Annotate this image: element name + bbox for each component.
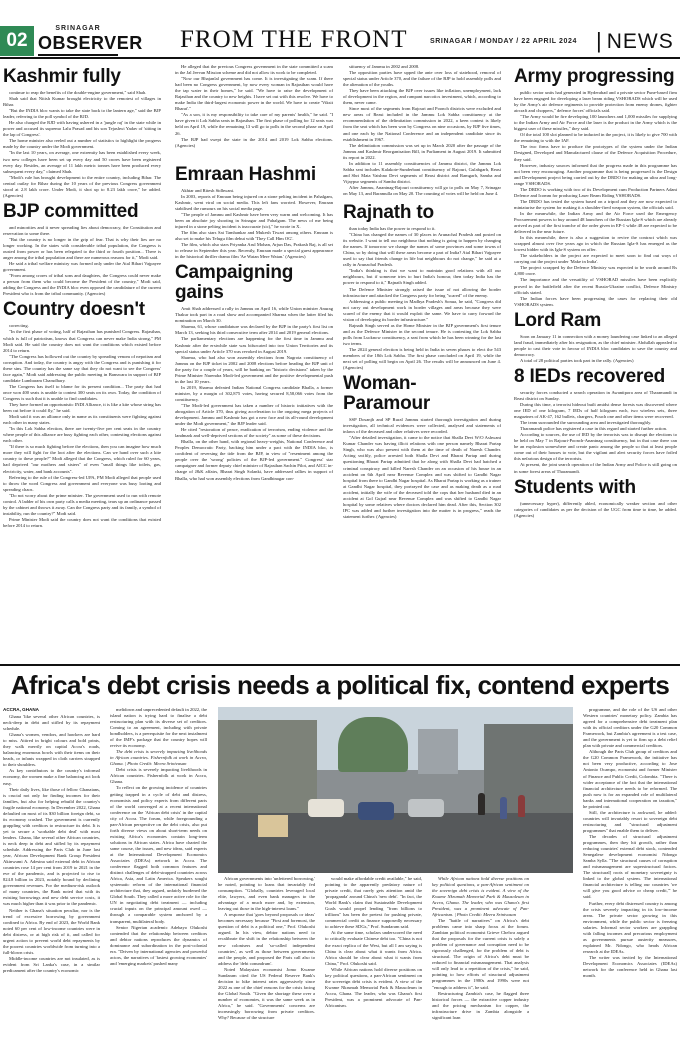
paragraph: The opposition parties have upped the ante over loss of statehood, removal of special status under Article 370, and the failure of the BJP to hold assembly polls and the alienation of the youths. — [343, 70, 501, 88]
paragraph: Bhalla, on the other hand, with regional heavy-weights, National Conference and Peoples Democratic Party, backing him under a pact with the INDIA bloc, is confident of reversing the tide from the BJP, in view of "resentment among the people over the 'wrong' policies of the BJP-led government." Congress' star campaigner and former deputy chief minister of Rajasthan Sachin Pilot, and AICC in-charge of J&K affairs, Bharat Singh Solanki, have addressed rallies in support of Bhalla, who had won assembly elections from Gandhinagar con- — [175, 439, 333, 481]
article-rajnath-body — [343, 226, 501, 371]
column-4 — [514, 64, 677, 660]
paragraph: After Jammu, Anantnag-Rajouri constituency will go to polls on May 7, Srinagar on May 13, and Baramulla on May 20. The counting of votes will be held on June 4. — [343, 184, 501, 196]
paragraph: Neither is Ghana's situation peculiar, nor is the trend of excessive borrowing by government confined to Africa. By end of 2023, the World Bank noted 60 per cent of low-income countries were in debt distress, or at high risk of it, and called for urgent action to prevent world debt repayments by the poorest countries worldwide from turning into a full-blown crisis. — [3, 907, 100, 955]
paragraph: However, industry sources informed that the progress made in this programme has not been very encouraging. Another programme that is being progressed is the Design and Development project being carried out by the DRDO for making an ultra and long-range VSHORADS. — [514, 162, 677, 186]
photo-tree — [338, 717, 408, 772]
paragraph: The two firms have to produce the prototypes of the system under the Indian Designed, Developed and Manufactured clause of the Defence Acquisition Procedure, they said. — [514, 144, 677, 162]
photo-pedestrian — [518, 795, 525, 817]
paragraph: The parliamentary elections are happening for the first time in Jammu and Kashmir after the erstwhile state was bifurcated into two Union Territories and its special status under Article 370 was revoked in August 2019. — [175, 336, 333, 354]
paragraph: African governments into 'unfettered borrowing,' he noted, pointing to loans that invariably fed consumption. "Globally, countries leveraged local elite, lawyers, and even bank managers to the advantage of a much more and, by extension, leaving out those in the high-interest loans." — [218, 876, 315, 912]
paragraph: The delimitation commission was set up in March 2020 after the passage of the Jammu and Kashmir Reorganisation Bill, in Parliament in August 2019. It submitted its report in 2022. — [343, 142, 501, 160]
headline-woman-paramour: Woman-Paramour — [343, 373, 431, 415]
paragraph: He also charged the RJD with having ushered in a 'jungle raj' in the state while in power and accused its supremo Lalu Prasad and his son Tejashwi Yadav of 'sitting in the lap of Congress'. — [3, 120, 161, 138]
photo-vehicle — [408, 799, 444, 817]
section-label-news — [596, 28, 674, 54]
paragraph: According to sources, the use of IED by the terrorists was to disrupt the elections to be held on May 7 in Rajouri-Poonch-Anantnag constituency, but in that case there can be an explosion somewhere and create panic among the people so that at least people come out of their houses to vote, but the vigilant and alert security forces have foiled this nefarious design of the terrorists. — [514, 432, 677, 462]
paragraph: "From among crores of tribal sons and daughters, the Congress could never make a person from them who could become the President of the country," Modi said, adding the Congress and the INDIA bloc even opposed the candidature of the current President who is from the tribal community. (Agencies) — [3, 273, 161, 297]
paragraph: Middle-income countries are not insulated, as is evident from Sri Lanka's case, in a similar predicament after the country's economic — [3, 955, 100, 973]
paragraph: Modi said it was an alliance only in name as its constituents were fighting against each other in many states. — [3, 414, 161, 426]
article-woman-body — [343, 417, 501, 520]
lead-column-6 — [583, 707, 677, 1041]
paragraph: security forces conducted a search operation in Awantipora area of Tharamandi in Reasi district on Sunday. — [514, 389, 677, 401]
paragraph: Although the Paris Club group of creditors and the G20 Common Framework, the initiative has not been very productive, according to Jose Antonio Ocampo, economist and former Minister of Finance and Public Credit, Colombia. "There is wider acceptance of the fact that the international financial architecture needs to be reformed. The push now is for an expanded role of multilateral banks and international cooperation on taxation," he pointed out. — [583, 749, 677, 809]
paragraph: "In this Lok Sabha election, there are twenty-five per cent seats in the country where people of this alliance are busy fighting each other, contesting elections against each other. — [3, 426, 161, 444]
paragraph: (unnecessary hyper), differently abled, economically weaker section and other categories of candidates as per the decision of the UGC from time to time, he added. (Agencies) — [514, 500, 677, 518]
newspaper-logo — [38, 24, 143, 58]
paragraph: "If there is so much fighting before the elections, then you can imagine how much more they will fight for the loot after the elections. Can we hand over such a kite country to these people?" Modi alleged that the Congress, which ruled for 60 years, had deprived "our mothers and sisters" of even "small things like toilets, gas, electricity, water, and bank accounts". — [3, 444, 161, 474]
paragraph: Still, the architecture is awkward, he added: countries will invariably resort to sovereign debt restructuring and "structural adjustment programmes" that enable them to deliver. — [583, 809, 677, 833]
paragraph: programme, and the role of the US and other Western countries' monetary policy. Zambia has agreed for a comprehensive debt treatment plan with its official creditors under the G20 Common Framework, but Zambia's agreement is a test case, and the government is yet to firm up a debt relief plan with private and commercial creditors. — [583, 707, 677, 749]
headline-bjp: BJP committed — [3, 200, 139, 222]
paragraph: He cited "restoration of peace, eradication of terrorism, ending violence and the landmark and well-deprived sections of the society" as some of these decisions. — [175, 427, 333, 439]
paragraph: SSP Dosanjh and SP Rural Jammu started thorough investigation and during investigation, all technical evidences were collected, analysed and statements of inlaws of the deceased and other relatives were recorded. — [343, 417, 501, 435]
paragraph: Of the total 100 slot planned to be inducted in the project, it is likely to give 700 with the remaining to with the IAF. — [514, 132, 677, 144]
page-number: 02 — [0, 26, 34, 56]
paragraph: The film, which also stars Priyanka Arul Mohan, Arjun Das, Prakash Raj, is all set to release in September this year. Recently, Emraan made a special guest appearance in the historical thriller drama film 'Ae Watan Mere Watan.' (Agencies) — [175, 242, 333, 260]
article-continued-body — [175, 64, 333, 149]
photo-pedestrian — [500, 797, 507, 819]
photo-vehicle — [358, 802, 394, 820]
paragraph: Soon on January 11 in connection with a money laundering case linked to an alleged land fraud, immediately after his resignation, as the chief minister. Abdullah appealed to people to cast their vote in favour of INDIA bloc candidates to save the country and democracy. — [514, 333, 677, 357]
paragraph: "The Modi-led government has taken a number of historic initiatives with the abrogation of Article 370, thus giving acceleration to the ongoing mega projects of development. Jammu and Kashmir has got a new face and its all-round development under the Modi government," the BJP leader said. — [175, 402, 333, 427]
paragraph: Tharamandi police has registered a case in this regard and started further action. — [520, 426, 668, 432]
paragraph: A response that 'goes beyond proposals or ideas' becomes necessary because "First and foremost, the question of debt is a political one," Prof. Olukoshi argued. In his view, debtor nations need to recalibrate the shift in the relationship between the new colonisers and 'so-called independent countries', as well as those between governments and the people, and proposed the Paris call also to address the 'debt conundrum'. — [218, 912, 315, 966]
paragraph: would make affordable credit available," he said, pointing to the apparently predatory nature of private credit, that rarely gets attention amid the 'propaganda' around China's 'new debt'. "In fact, the World Bank's claim that Sustainable Development Goals would propel lending "from billions to trillions" has been the pretext for pushing private, commercial credit as finance supposedly necessary to achieve these SDGs," Prof. Sundaram said. — [325, 876, 422, 930]
lead-column-4-text — [325, 876, 422, 1009]
column-2 — [175, 64, 333, 660]
paragraph: "After detailed investigation, it came to the notice that Shalla Devi W/O Ashwani Kumar Chander was having illicit relations with one person namely Bharat Partap Singh, who was also present with them at the time of death of Naresh Chander. Acting swiftly, police arrested both Shalla Devi and Bharat Partap and during questioning Bharat Partap admitted that he along with Shalla Devi had hatched a criminal conspiracy and killed Naresh Chander on an occasion of his house in an accident on 6th April near Revenue Complex and was shifted to Gandhi Nagar hospital from there to Gandhi Nagar hospital. As Bharat Partap is working as a trainer at Gandhi Nagar hospital, they portrayed the case and as making death as a road accident, initially the wife of the deceased told the cops that her husband died in an accident at Gol Gujral near Revenue Complex and was shifted to Gandhi Nagar hospital by some relatives where doctors declared him dead. After this, Section 302 IPC was added and further investigation into the matter is in progress," reads the statement further. (Agencies) — [343, 435, 501, 519]
paragraph: Amit Shah addressed a rally in Jammu on April 16, while Union minister Anurag Thakur took part in a road show and accompanied Sharma when the latter filed his nomination on March 30. — [175, 306, 333, 324]
paragraph: Since most of the segments from Rajouri and Poonch districts were excluded and new areas of Reasi included in the Jammu Lok Sabha constituency at the recommendation of the delimitation commission in 2022, a keen contest is likely from the seat which has been won by Congress on nine occasions, by BJP five times, and one each by the National Conference and an independent candidate since its establishment in 1967. — [343, 106, 501, 142]
photo-caption: The debt crisis is severely impacting livelihoods in African countries. Fishernfolk at work in Accra, Ghana. | Photo Credit: Meera Srinivasan — [110, 749, 207, 767]
photo-building-right — [484, 724, 573, 820]
headline-emraan: Emraan Hashmi — [175, 163, 317, 185]
headline-campaigning: Campaigning gains — [175, 262, 294, 304]
paragraph: While African nations hold diverse positions on key political questions, a pan-African sentiment on the sovereign debt crisis is evident. A view of the Kwame Nkrumah Memorial Park & Mausoleum in Accra, Ghana. The leader, who was Ghana's first President, was a prominent advocate of Pan-Africanism. — [325, 966, 422, 1008]
paragraph: Rajnath Singh served as the Home Minister in the BJP government's first tenure and as the Defence Minister in the second tenure. He is contesting the Lok Sabha polls from Lucknow constituency, a seat from which he has been winning for the last two terms. — [343, 322, 501, 346]
paragraph: The "battle of narratives" on Africa's debt problems came into sharp focus at the forum. Zambian political economist Grieve Chelwa argued that the proposals for the current crisis is solely a problem of governance and corruption need to be rigorously challenged, for the problem of debt is structural. The origin of Africa's debt must be reduced to financial mismanagement. That analysis will only lead to a repetition of the crisis," he said, pointing to how efforts of structural adjustment programmes in the 1980s and 1990s were not "enough to address it", he said. — [432, 918, 529, 990]
photo-building-left — [218, 720, 317, 820]
paragraph: The Congress has itself to blame for its present condition... The party that had once won 400 seats is unable to contest 300 seats on its own. Today, the condition of Congress is such that it is unable to find candidates. — [3, 383, 161, 401]
headline-kashmir: Kashmir fully — [3, 66, 121, 87]
lead-dateline: ACCRA, GHANA — [3, 707, 39, 712]
paragraph: Akhtar and Ritesh Sidhwani. — [181, 187, 235, 193]
article-ieds-body — [514, 390, 677, 475]
lead-photo-street-scene — [218, 707, 573, 873]
article-emraan-body — [175, 188, 333, 261]
paragraph: Debt crisis is severely impacting livelihoods in African countries. Fishernfolk at work in Accra, Ghana. — [110, 767, 207, 785]
paragraph: The writer was invited by the International Development Economics Associates (IDEAs) network for the conference held in Ghana last month. — [583, 954, 677, 979]
article-kashmir-body — [3, 90, 161, 199]
article-jammu-body — [343, 64, 501, 197]
paragraph: Shah said that Nitish Kumar brought electricity to the remotest of villages in Bihar. — [3, 96, 161, 108]
photo-caption: While African nations hold diverse positions on key political questions, a pan-African sentiment on the sovereign debt crisis is evident. A view of the Kwame Nkrumah Memorial Park & Mausoleum in Accra, Ghana. The leader, who was Ghana's first President, was a prominent advocate of Pan-Africanism. | Photo Credit: Meera Srinivasan — [432, 876, 529, 917]
paragraph: "In the last 10 years, on average, one extremity has been established every week, two new colleges have been set up every day and 50 crores have been registered every day. Besides, an average of 11 lakh metric tonnes have been produced every subsequent every day," claimed Shah. — [3, 150, 161, 174]
lead-column-1 — [3, 707, 100, 1041]
paragraph: Their daily lives, like those of fellow Ghanaians, is crucial not only for finding incomes for their families, but also for helping rebuild the country's fragile national economy. In December 2022, Ghana defaulted on most of its $30 billion foreign debt, so its economy crashed. The government is currently grappling with creditors to restructure its debt. It is yet to secure a 'workable debt deal' with most lenders. Ghana, like several other African countries, is neck deep in debt and stifled by its repayment schedule. Addressing the Paris Club in June last year, African Development Bank Group President Akinwumi A. Adesina said external debt in African countries rose 14 per cent from 2019 to 2021 in the eve of the pandemic, and is projected to rise to 824.8 billion in 2023, notably bound by declining government revenues. For the medium-risk outlook of many countries, the Bank noted that with its existing borrowings and new debt service costs, it was much higher than it was prior to the pandemic. — [3, 786, 100, 907]
section-title: FROM THE FRONT — [180, 26, 408, 53]
paragraph: A total of 28 political parties took part in the rally. (Agencies) — [520, 357, 634, 363]
lead-column-3-text — [218, 876, 315, 1021]
paragraph: "In the first phase of voting, half of Rajasthan has punished Congress. Rajasthan, which is full of patriotism, knows that Congress can never make India strong," PM Modi said. He said the country does not want the conditions which existed before 2014 to return. — [3, 329, 161, 353]
paragraph: continue to reap the benefits of the double-engine government," said Shah. — [9, 90, 147, 95]
paragraph: The team surrounded the surrounding area and investigated thoroughly. — [520, 420, 652, 426]
paragraph: They have been attacking the BJP over issues like inflation, unemployment, lack of development in the region, and rampant narcotics investment, which, according to them, never came. — [343, 88, 501, 106]
paragraph: In the meanwhile, the Indian Army and the Air Force used the Emergency Procurement powers to buy around 48 launchers of the Russian Igla-S which are already arrived as part of the first tranche of the order given in EP-1 while 48 are expected to be delivered in the near future. — [514, 210, 677, 235]
paragraph: "China has changed the names of 30 places in Arunachal Pradesh and posted on its website. I want to tell our neighbour that nothing is going to happen by changing the names. If tomorrow we change the names of some provinces and some towns of China, so by doing that will these areas become a part of India? Atal Bihari Vajpayee used to say that friends change in life but neighbours do not change," he said at a rally in Arunachal Pradesh. — [343, 232, 501, 268]
paragraph: Addressing a public meeting in Madhya Pradesh's Sonua, he said, "Congress did not carry out development work in border villages and areas because they were scared of the enemy that it would exploit the same. We have to carry forward the vision of developing its border infrastructure." — [343, 298, 501, 322]
lead-column-5 — [432, 876, 529, 1041]
photo-stall — [258, 815, 288, 837]
paragraph: To reflect on the growing incidence of countries getting trapped in a cycle of debt and distress, economists and policy experts from different parts of the world converged at a recent international conference on the 'African debt crisis' in the capital city of Accra. The forum, while foregrounding a pan-African perspective on the debt crisis, also put forth diverse views on about short-term needs on existing Africa's economies contain long-term solutions in African states. Africa have charted the same course, the issues, and new ideas, said experts at the International Development Economics Associates (IDEAs) network in Accra. The conference flagged both common features and distinct challenges of debt-strapped countries across Africa, Asia, and Latin America. Speakers sought systematic reform of the international financial architecture that, they argued, unfairly burdened the Global South. They called a more active role for the UN in negotiating debt treatment — including crucial inputs on the principal amount owed — through a comparable system anchored by a transparent, multilateral body. — [110, 785, 207, 924]
lead-column-3 — [218, 876, 315, 1041]
headline-rajnath: Rajnath to — [343, 202, 434, 224]
paragraph: "But the country is no longer in the grip of fear. That is why their lies are no longer working. In the states with considerable tribal population, the Congress is ousted from power or has been relegated to the third or fourth position... There is anger among the tribal population and there are numerous reasons for it," Modi said. — [3, 236, 161, 261]
paragraph: The importance and the versatility of VSHORAD missiles have been explicitly proved in the battlefield after the recent Russia-Ukraine conflict, Defence Ministry officials stated. — [514, 277, 677, 295]
paragraph: The Indian forces have been progressing the cases for replacing their old VSHORADS system. — [514, 295, 677, 307]
lead-column-4 — [325, 876, 422, 1041]
logo-underline — [38, 54, 118, 56]
article-country-body — [3, 323, 161, 529]
paragraph: Referring to the rule of the Congress-led UPA, PM Modi alleged that people used to throw the word Congress and government and everyone was busy looting and spreading chaos. — [3, 474, 161, 492]
paragraph: Sharma, 61, whose candidature was declared by the BJP in the party's first list on March 13, seeking his third consecutive term after 2014 and 2019 general elections. — [175, 324, 333, 336]
photo-pedestrian — [478, 793, 485, 815]
lead-column-2-text — [110, 707, 207, 967]
article-army-body — [514, 90, 677, 308]
photo-building-back — [418, 729, 458, 774]
paragraph: The DRDO is working with two of its Development cum Production Partners Adani Defence and Icomm for producing Laser Beam Riding VSHORADS. — [514, 186, 677, 198]
lead-story-rule — [0, 664, 680, 666]
issue-date: SRINAGAR / MONDAY / 22 APRIL 2024 — [430, 38, 578, 45]
paragraph: The project scrapped by the Defence Ministry was expected to be worth around Rs 4,800 crore. — [514, 265, 677, 277]
paragraph: and minorities and it never spreading lies about democracy, the Constitution and reservation to some there. — [3, 224, 161, 236]
headline-army: Army progressing — [514, 66, 675, 87]
masthead — [0, 0, 680, 58]
paragraph: The film also stars Sai Tamhankar and Mukesh Tiwari among others. Emraan is also set to make his Telugu film debut with 'They Call Him OG'. — [175, 229, 333, 242]
paragraph: In 2003, reports of Emraan being injured on a stone pelting incident in Pahalgam, Kashmir, went viral on social media. This left fans worried. However, Emraan stabilised the rumours on his social media page. — [175, 193, 333, 211]
lead-column-2 — [110, 707, 207, 1041]
paragraph: "India's thinking is that we want to maintain good relations with all our neighbours, but if someone tries to hurt India's honour, then today India has the power to respond to it," Rajnath Singh added. — [343, 268, 501, 286]
paragraph: Sharma, who had also won assembly elections from Nagrota constituency of Jammu on the BJP ticket in 2002 and 2008 elections before heading the BJP unit of the party for a couple of years, will be banking on "historic decisions" taken by the Prime Minister Narendra Modi-led government and the positive developmental push in the last 10 years. — [175, 354, 333, 384]
divider-bars-icon: | — [596, 28, 603, 53]
paragraph: The 2024 general election is being held in India in seven phases to elect the 543 members of the 18th Lok Sabha. The first phase concluded on April 19, while the next set of polling will begin on April 26. The results will be announced on June 4. (Agencies) — [343, 346, 501, 371]
paragraph: "The Army would be fire developing 100 launchers and 1,000 missiles for supplying to the Indian Army and Air Force and the laser is the product in the Army which is the biggest user of these missiles," they said. — [514, 114, 677, 132]
paragraph: Prime Minister Modi said the country does not want the conditions that existed before 2014 to return. — [3, 516, 161, 528]
paragraph: The decades of structural adjustment programmes, then they hit growth, rather than reducing countries' external debt stock, contended Senegalese development economist Ndongo Samba Sylla. "The structural causes of corruption and mismanagement are superstructural factors. The structural] roots of monetary sovereignty is linked to the global system. The international financial architecture is telling our countries 'we will give you good advice or cheap credit,'" he said. — [583, 833, 677, 900]
article-lord-ram-body — [514, 334, 677, 364]
masthead-rule — [0, 57, 680, 59]
article-bjp-body — [3, 225, 161, 298]
lead-column-6-text — [583, 707, 677, 979]
photo-vehicle — [308, 799, 344, 817]
paragraph: public sector units had generated in Hyderabad and a private sector Pune-based firm have been engaged for developing a laser beam riding VSHORADS which will be used by the Army's air defence regiments to provide protection from enemy drones, fighter aircraft and choppers," defence forces' officials said. — [514, 90, 677, 114]
paragraph: As key contributors to the country's informal economy, the women make a fine balancing act look easy. — [3, 768, 100, 786]
paragraph: He said a tribal welfare ministry was formed only under the Atal Bihari Vajpayee government. — [3, 261, 161, 273]
article-students-body — [514, 501, 677, 519]
logo-city: SRINAGAR — [55, 25, 101, 32]
paragraph: than today India has the power to respond to it. — [349, 226, 436, 232]
paragraph: The home minister also reeled out a number of statistics to highlight the progress made by the country under the Modi government. — [3, 138, 161, 150]
paragraph: correcting. — [9, 323, 29, 329]
paragraph: "Modi's rule has brought development to the entire country, including Bihar. The central outlay for Bihar during the 10 years of the previous Congress government stood at 2.8 lakh crore. Under Modi, it shot up to 8.23 lakh crore," he added. (Agencies) — [3, 174, 161, 198]
paragraph: Noted Malaysian economist Jomo Kwame Sundaram cited the US Federal Reserve Bank's decision to hike interest rates aggressively since 2022 as one of the chief reasons for the crisis facing the Global South. "Given the shortage these over a number of economies, it was the same week as in Africa," he said. "Governments' concerns are increasingly borrowing from private creditors. Why? Because of the structure — [218, 966, 315, 1021]
paragraph: "The Congress has hollowed out the country by spreading venom of nepotism and corruption. And today, the country is angry with the Congress and is punishing it for these sins. The country has the same say that they do not want to see the Congress' face again," Modi said addressing the public meeting in Banswara in support of BJP candidate Lumbaram Charudhary. — [3, 353, 161, 383]
paragraph: Ghana's women, vendors, and hawkers are hard to miss. Attired in bright colours and bold prints, they walk merrily on capital Accra's roads, balancing enormous bowls with their items on their heads, or infants wrapped in cloth carriers strapped to their shoulders. — [3, 732, 100, 768]
headline-country: Country doesn't — [3, 299, 145, 321]
paragraph: meltdown and unprecedented default in 2022, the island nation is trying hard to finalise a debt restructuring plan with its diverse set of creditors. Coming to an agreement, including with private bondholders, is a prerequisite for the next instalment of the IMF's package that the country hopes will revive its economy. — [110, 707, 207, 749]
paragraph: "The people of Jammu and Kashmir have been very warm and welcoming. It has been an absolute joy shooting in Srinagar and Pahalgam. The news of me being injured in a stone pelting incident is inaccurate (sic)," he wrote in X. — [175, 211, 333, 229]
section-label-text: NEWS — [606, 30, 674, 53]
paragraph: "But the INDIA bloc wants to take the state back to the lantern age," said the BJP leader, referring to the poll symbol of the RJD. — [3, 108, 161, 120]
headline-ieds: 8 IEDs recovered — [514, 365, 665, 387]
paragraph: The Defence Minister strongly raised the issue of not allowing the border infrastructure and attacked the Congress party for being "scared" of the enemy. — [343, 286, 501, 298]
column-1 — [3, 64, 161, 660]
article-campaigning-body — [175, 306, 333, 481]
headline-students: Students with — [514, 476, 636, 498]
paragraph: In 2019, Sharma defeated Indian National Congress candidate Bhalla, a former minister, by a margin of 302,875 votes, having secured 8,58,066 votes from the constituency. — [175, 384, 333, 402]
paragraph: At present, the joint search operation of the Indian Army and Police is still going on in some forest areas of Tharamandi. — [514, 462, 677, 474]
paragraph: stituency of Jammu in 2002 and 2008. — [349, 64, 420, 69]
paragraph: Further, every debt distressed country is among the crisis severely impacting in its low-income areas. The private sector growing in this environment, while the public sector is freezing salaries. Informal sector workers are grappling with falling incomes and precarious employment as governments pursue austerity measures, explained Mr. Ndongo, who heads African research at the IDEAs. — [583, 900, 677, 954]
paragraph: The BJP had swept the state in the 2014 and 2019 Lok Sabha elections. (Agencies) — [175, 136, 333, 148]
logo-name: OBSERVER — [38, 33, 143, 53]
column-3 — [343, 64, 501, 660]
paragraph: Ghana 'like several other African countries, is neck-deep in debt and stifled by its repayment schedule. — [3, 714, 100, 732]
paragraph: In this meanwhile, there is also a suggestion to revive the contract which was scrapped almost over five years ago in which the Russian Igla-S has emerged as the lowest bidder with its Igla-S system on offer. — [514, 235, 677, 253]
paragraph: They have formed an opportunistic INDI Alliance, it is like a kite whose string has been cut before it could fly," he said. — [3, 402, 161, 414]
paragraph: He alleged that the previous Congress government in the state committed a scam in the Jal Jeevan Mission scheme and did not allow its work to be completed. — [175, 64, 333, 76]
headline-lord-ram: Lord Ram — [514, 309, 602, 331]
paragraph: "Do not worry about the prime minister. The government used to run with remote control. A ladder of his own party calls a media meeting, tears up an ordinance passed by the cabinet and throws it away. Can the Congress party and its family, a symbol of instability, run the country?" Modi said. — [3, 492, 161, 516]
paragraph: In addition to 11 assembly constituencies of Jammu district, the Jammu Lok Sabha seat includes Kalakote-Sunderbani constituency of Rajouri, Gulabgarh, Reasi and Shri Mata Vaishno Devi segments of Reasi district and Ramgarh, Samba and Vijaypur segments of Samba district. — [343, 160, 501, 184]
lead-column-1-text — [3, 714, 100, 974]
paragraph: Restructuring Zambia's case, he flagged three historical forces — the extractive copper industry and the pricing mechanism for copper, the infrastructure drive in Zambia alongside a significant loan — [432, 990, 529, 1020]
paragraph: During this time, a terrorist hideout built amidst dense forests was discovered where one IED of one kilogram, 7 IEDs of half kilogram each, two wireless sets, three magazines of AK-47, 162 bullets, chargers, Pouch one and other items were recovered. — [514, 402, 677, 420]
paragraph: The stakeholders in the project are expected to meet soon to find out ways of carrying out the project under 'Make in India'. — [514, 253, 677, 265]
paragraph: "Now our Bhajanlal government has come. It is investigating the scam. If there had been no Congress government, by now every woman in Rajasthan would have the tap water in their homes," he said. "We have to raise the development of Rajasthan and the country to new heights. I have set out with this resolve. We have to make India the third-largest economic power in the world. We have to create 'Viksit Bharat'." — [175, 76, 333, 112]
lead-headline: Africa's debt crisis needs a political fix, contend experts — [10, 670, 670, 700]
lead-column-5-text — [432, 876, 529, 1021]
paragraph: Senior Nigerian academic Adebayo Olukoshi contended that the relationship between creditors and debtor nations reproduces the dynamics of dominance and subordination in the post-colonial era. "Driven by international agencies and powerful actors, the narratives of 'fastest growing economies' and 'emerging markets' pushed many — [110, 924, 207, 966]
paragraph: The DRDO has tested the system based on a tripod and they are now expected to miniaturise the system for making it a shoulder-fired weapon system, the officials said. — [514, 198, 677, 210]
paragraph: At the same time, scholars underscored the need to critically evaluate Chinese debt too. "China is not the exact replica of the West, but all I am saying is China is clear about what it wants from Africa. Africa should be clear about what it wants from China," Prof. Olukoshi said. — [325, 930, 422, 966]
paragraph: "As a son, it is my responsibility to take care of my parents' health," he said. "I have given it Lok Sabha seats in Rajasthan. The first phase of polling for 12 seats was held on April 19, while the remaining 13 will go to polls in the second phase on April 26. — [175, 112, 333, 136]
